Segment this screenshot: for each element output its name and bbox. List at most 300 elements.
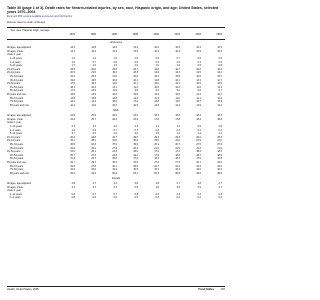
row-label: 85 years and over [10, 171, 30, 175]
table-cell: 3.0 [134, 132, 138, 136]
table-cell: 0.6 [113, 60, 117, 64]
table-cell: 14.2 [133, 96, 138, 100]
table-cell: 10.0 [154, 82, 159, 86]
year-header: 2000 [153, 33, 159, 36]
table-cell: 13.1 [196, 78, 201, 82]
table-cell: 13.8 [154, 100, 159, 104]
table-cell: 16.8 [217, 157, 222, 161]
table-cell: 14.3 [175, 71, 180, 75]
table-cell: 10.5 [196, 49, 201, 53]
table-cell: 1.4 [92, 57, 96, 60]
table-cell: 23.9 [133, 117, 138, 121]
table-subtitle [7, 16, 225, 19]
table-cell: 16.3 [154, 157, 159, 161]
table-cell: 13.8 [154, 103, 159, 107]
table-cell: 16.6 [112, 78, 117, 82]
table-cell: 35.0 [133, 142, 138, 146]
table-cell: 34.6 [133, 160, 138, 164]
table-cell: 18.0 [217, 150, 222, 154]
table-cell: 25.3 [91, 75, 96, 78]
table-cell: 0.6 [218, 57, 222, 60]
table-cell: 0.7 [176, 57, 180, 60]
table-cell: 26.1 [91, 150, 96, 154]
table-cell: 28.6 [133, 164, 138, 168]
table-cell: 1.0 [71, 60, 75, 64]
table-cell: 11.1 [217, 85, 222, 89]
year-header: 2001 [174, 33, 180, 36]
table-cell: 26.1 [154, 142, 159, 146]
row-label: Under 1 year [7, 53, 21, 57]
table-cell: 50.3 [154, 171, 159, 175]
table-title: Table 30 (page 1 of 3). Death rates for firearm-related injuries, by sex, race, Hispanic origin, and age: United States, selected years 1970–2003 [7, 6, 219, 15]
table-cell: 0.8 [218, 124, 222, 128]
table-cell: 29.5 [70, 164, 75, 168]
table-cell: 32.0 [196, 168, 201, 172]
table-cell: 10.3 [217, 46, 222, 50]
row-label: 35–44 years [10, 146, 24, 150]
table-cell: 18.0 [175, 153, 180, 157]
table-cell: 17.8 [175, 117, 180, 121]
table-cell: 16.1 [133, 78, 138, 82]
year-header: 1980 [90, 33, 96, 36]
table-cell: 26.3 [133, 146, 138, 150]
table-cell: 18.6 [133, 150, 138, 154]
table-cell: 0.6 [134, 60, 138, 64]
year-header: 1970 [69, 33, 75, 36]
table-cell: 10.1 [175, 82, 180, 86]
row-label: 1–14 years [10, 57, 22, 60]
table-cell: 37.0 [112, 142, 117, 146]
table-cell: 14.0 [175, 100, 180, 104]
row-label: Under 1 year [7, 121, 21, 125]
table-cell: 16.6 [196, 67, 201, 71]
row-label: 65 years and over [7, 93, 27, 96]
table-cell: 2.9 [197, 185, 201, 189]
table-cell: 0.8 [71, 196, 75, 200]
table-cell: 29.7 [91, 160, 96, 164]
table-cell: 1.5 [113, 57, 117, 60]
table-cell: 0.8 [197, 64, 201, 68]
table-cell: 26.7 [175, 142, 180, 146]
table-cell: 0.3 [197, 60, 201, 64]
table-cell: 10.7 [133, 82, 138, 86]
table-cell: 4.2 [113, 182, 117, 185]
table-cell: 1.9 [113, 64, 117, 68]
table-cell: 15.2 [154, 75, 159, 78]
table-cell: 10.5 [196, 82, 201, 86]
table-cell: 0.2 [197, 196, 201, 200]
footer-publication: Health, United States, 2005 [7, 288, 39, 291]
table-cell: 23.9 [133, 114, 138, 118]
table-cell: 17.0 [70, 89, 75, 93]
table-cell: 15.2 [91, 82, 96, 86]
table-cell: 17.3 [175, 150, 180, 154]
table-cell: 2.7 [176, 182, 180, 185]
table-cell: 25.7 [91, 117, 96, 121]
table-cell: 29.4 [154, 135, 159, 139]
table-cell: 10.6 [175, 85, 180, 89]
table-cell: 19.4 [133, 153, 138, 157]
section-heading: Female [111, 176, 121, 180]
table-cell: 0.3 [197, 192, 201, 196]
table-cell: 21.0 [217, 146, 222, 150]
table-cell: 10.5 [154, 85, 159, 89]
table-cell: 44.7 [112, 135, 117, 139]
table-cell: 2.8 [155, 185, 159, 189]
table-cell: 1.2 [71, 128, 75, 132]
table-cell: 18.3 [133, 71, 138, 75]
row-label: All ages, crude [7, 185, 23, 189]
table-cell: 14.9 [91, 49, 96, 53]
row-label: 75–84 years [10, 100, 24, 104]
row-label: 55–64 years [10, 157, 24, 161]
table-cell: 32.1 [91, 146, 96, 150]
table-cell: 27.0 [217, 142, 222, 146]
table-cell: 12.8 [154, 78, 159, 82]
table-cell: 34.8 [91, 135, 96, 139]
table-cell: 15.3 [112, 103, 117, 107]
table-cell: 2.7 [218, 185, 222, 189]
table-cell: 10.5 [217, 82, 222, 86]
row-label: 15–24 years [7, 67, 21, 71]
table-cell: 10.2 [70, 103, 75, 107]
table-cell: 13.1 [112, 85, 117, 89]
table-cell: 11.1 [196, 96, 201, 100]
row-label: 1–4 years [10, 60, 21, 64]
row-label: All ages, crude [7, 49, 23, 53]
table-cell: 0.4 [176, 192, 180, 196]
table-cell: 26.6 [217, 160, 222, 164]
table-cell: 3.8 [134, 182, 138, 185]
table-cell: 12.4 [217, 93, 222, 96]
table-cell: 14.4 [175, 103, 180, 107]
table-cell: 12.5 [112, 82, 117, 86]
table-cell: 27.5 [196, 142, 201, 146]
table-cell: 0.3 [218, 60, 222, 64]
table-cell: 35.3 [112, 160, 117, 164]
table-cell: 10.3 [175, 46, 180, 50]
table-cell: 13.9 [91, 89, 96, 93]
table-cell: 49.5 [196, 171, 201, 175]
table-cell: 18.7 [196, 153, 201, 157]
table-cell: 1.4 [176, 132, 180, 136]
table-cell: 0.9 [92, 128, 96, 132]
table-cell: 63.1 [133, 171, 138, 175]
row-label: 45–64 years [7, 82, 21, 86]
table-cell: 0.3 [176, 60, 180, 64]
table-cell: 16.4 [91, 85, 96, 89]
table-cell: 1.5 [155, 132, 159, 136]
row-label: 85 years and over [10, 103, 30, 107]
table-cell: 2.7 [218, 182, 222, 185]
table-cell: 36.5 [70, 142, 75, 146]
table-cell: 18.0 [112, 100, 117, 104]
row-label: 1–14 years [10, 192, 22, 196]
table-cell: 22.0 [217, 164, 222, 168]
table-cell: 2.0 [134, 64, 138, 68]
row-label: 5–14 years [10, 64, 22, 68]
table-cell: 2.9 [113, 132, 117, 136]
table-cell: 32.6 [112, 139, 117, 143]
table-cell: 34.1 [70, 139, 75, 143]
table-cell: 24.7 [91, 157, 96, 161]
table-cell: 17.6 [133, 157, 138, 161]
table-cell: 4.7 [92, 182, 96, 185]
table-cell: 14.8 [112, 96, 117, 100]
table-cell: 9.7 [218, 89, 222, 93]
table-cell: 2.8 [155, 182, 159, 185]
table-cell: 2.8 [176, 185, 180, 189]
table-cell: 0.3 [218, 196, 222, 200]
table-row [7, 196, 225, 200]
table-cell: 17.9 [154, 153, 159, 157]
table-cell: 0.3 [155, 60, 159, 64]
subtitle-link[interactable]: Excel and PDF versions available at www.cdc.gov/nchs/hus.htm [7, 16, 73, 18]
table-cell: 0.9 [197, 124, 201, 128]
table-cell: 0.5 [155, 192, 159, 196]
table-cell: 14.0 [154, 71, 159, 75]
table-cell: 19.5 [91, 78, 96, 82]
table-cell: 30.1 [112, 164, 117, 168]
table-cell: 13.7 [196, 100, 201, 104]
table-cell: 0.3 [155, 196, 159, 200]
table-cell: 3.9 [134, 185, 138, 189]
row-label: 45–64 years [7, 150, 21, 154]
table-cell: 10.2 [154, 46, 159, 50]
table-cell: 50.9 [175, 171, 180, 175]
row-label: 1–4 years [10, 128, 21, 132]
table-cell: 26.4 [70, 135, 75, 139]
table-cell: 11.6 [91, 103, 96, 107]
table-cell: 1.6 [71, 57, 75, 60]
row-label: 1–4 years [10, 196, 21, 200]
table-cell: 0.4 [218, 128, 222, 132]
table-cell: 40.5 [133, 168, 138, 172]
year-header: 2003 [216, 33, 222, 36]
section-heading: All persons [109, 41, 123, 44]
table-cell: 13.9 [196, 103, 201, 107]
row-label: All ages, age-adjusted [7, 182, 31, 185]
table-cell: 0.3 [176, 196, 180, 200]
table-cell: 17.6 [70, 82, 75, 86]
table-cell: 14.1 [217, 103, 222, 107]
row-label: 25–44 years [7, 71, 21, 75]
table-cell: 32.7 [154, 168, 159, 172]
table-cell: 27.4 [112, 146, 117, 150]
row-label: 45–54 years [10, 153, 24, 157]
table-cell: 20.9 [70, 71, 75, 75]
table-cell: 0.7 [113, 128, 117, 132]
table-cell: 17.8 [154, 117, 159, 121]
table-cell: 2.7 [71, 132, 75, 136]
table-cell: 18.4 [196, 114, 201, 118]
table-cell: 21.8 [112, 75, 117, 78]
table-cell: 31.0 [70, 168, 75, 172]
table-cell: 30.6 [133, 139, 138, 143]
table-cell: 18.3 [217, 114, 222, 118]
table-cell: 12.5 [175, 93, 180, 96]
table-cell: 14.8 [91, 46, 96, 50]
table-cell: 18.1 [154, 114, 159, 118]
table-cell: 1.0 [176, 64, 180, 68]
table-cell: 2.8 [197, 182, 201, 185]
table-cell: 2.3 [134, 124, 138, 128]
table-cell: 1.0 [176, 124, 180, 128]
table-cell: 0.3 [155, 128, 159, 132]
table-cell: 10.2 [154, 49, 159, 53]
table-cell: 21.0 [154, 146, 159, 150]
table-cell: 23.5 [154, 139, 159, 143]
table-cell: 22.7 [154, 164, 159, 168]
table-cell: 0.8 [155, 57, 159, 60]
table-cell: 11.0 [175, 96, 180, 100]
year-header: 1995 [132, 33, 138, 36]
table-cell: 25.8 [112, 67, 117, 71]
table-cell: 20.6 [91, 67, 96, 71]
table-cell: 1.0 [155, 64, 159, 68]
table-cell: 18.0 [196, 150, 201, 154]
table-cell: 13.8 [91, 96, 96, 100]
row-label: 75–84 years [10, 168, 24, 172]
table-cell: 29.7 [70, 160, 75, 164]
table-cell: 0.4 [197, 128, 201, 132]
table-cell: 27.5 [91, 153, 96, 157]
table-cell: 0.4 [176, 128, 180, 132]
row-label: All ages, age-adjusted [7, 114, 31, 118]
table-cell: 13.1 [175, 78, 180, 82]
year-header: 2002 [195, 33, 201, 36]
table-cell: 16.7 [175, 67, 180, 71]
table-cell: 0.7 [113, 192, 117, 196]
table-cell: 18.3 [196, 117, 201, 121]
table-cell: 0.5 [134, 196, 138, 200]
table-cell: 32.2 [217, 168, 222, 172]
table-cell: 29.4 [175, 135, 180, 139]
table-cell: 12.3 [196, 93, 201, 96]
table-cell: 31.3 [70, 157, 75, 161]
table-cell: 46.5 [133, 135, 138, 139]
table-cell: 16.9 [133, 103, 138, 107]
table-cell: 12.7 [217, 78, 222, 82]
table-cell: 2.2 [113, 124, 117, 128]
table-cell: 17.2 [154, 150, 159, 154]
table-cell: 0.6 [92, 196, 96, 200]
table-cell: 13.5 [133, 49, 138, 53]
table-row [7, 172, 225, 176]
table-cell: 30.7 [70, 153, 75, 157]
footer-section [198, 288, 225, 291]
table-cell: 0.7 [134, 128, 138, 132]
table-cell: 0.6 [197, 57, 201, 60]
table-cell: 15.5 [70, 67, 75, 71]
table-cell: 24.5 [196, 139, 201, 143]
table-cell: 0.8 [134, 192, 138, 196]
table-cell: 22.2 [70, 75, 75, 78]
table-cell: 22.5 [91, 71, 96, 75]
table-cell: 0.8 [218, 64, 222, 68]
table-cell: 9.8 [134, 89, 138, 93]
table-cell: 13.5 [91, 93, 96, 96]
table-cell: 33.4 [175, 168, 180, 172]
row-label: 65–74 years [10, 96, 24, 100]
row-label: 5–14 years [10, 132, 22, 136]
table-cell: 56.2 [112, 171, 117, 175]
table-cell: 9.3 [155, 89, 159, 93]
row-label: All ages, crude [7, 117, 23, 121]
row-label: 15–24 years [7, 135, 21, 139]
table-cell: 16.0 [112, 93, 117, 96]
table-header [7, 27, 225, 40]
table-cell: 14.3 [70, 46, 75, 50]
table-cell: 43.3 [91, 142, 96, 146]
table-cell: 4.3 [113, 185, 117, 189]
page-number: 187 [220, 288, 225, 291]
row-label: 35–44 years [10, 78, 24, 82]
table-cell: 22.4 [196, 164, 201, 168]
table-cell: 26.7 [133, 67, 138, 71]
table-cell: 16.8 [154, 67, 159, 71]
table-cell: 10.4 [196, 46, 201, 50]
table-cell: 11.2 [154, 96, 159, 100]
table-row [7, 104, 225, 108]
row-label: 65–74 years [10, 164, 24, 168]
table-cell: 2.5 [92, 132, 96, 136]
table-cell: 21.5 [175, 146, 180, 150]
table-cell: 14.9 [112, 49, 117, 53]
table-cell: 9.4 [176, 89, 180, 93]
table-cell: 20.8 [112, 157, 117, 161]
table-cell: 42.2 [112, 168, 117, 172]
table-cell: 10.3 [217, 49, 222, 53]
table-cell: 17.6 [133, 100, 138, 104]
row-label: 25–34 years [10, 142, 24, 146]
row-label: 65 years and over [7, 160, 27, 164]
table-cell: 13.8 [70, 93, 75, 96]
table-cell: 1.2 [197, 132, 201, 136]
table-cell: 0.3 [218, 192, 222, 196]
table-cell: 4.8 [71, 182, 75, 185]
row-header-label: Sex, race, Hispanic origin, and age [10, 29, 50, 32]
table-cell: 13.9 [217, 100, 222, 104]
table-cell: 18.9 [217, 153, 222, 157]
table-cell: 31.6 [70, 146, 75, 150]
table-cell: 0.7 [92, 60, 96, 64]
table-cell: 25.9 [91, 114, 96, 118]
table-cell: 24.0 [175, 139, 180, 143]
table-cell: 1.1 [218, 132, 222, 136]
row-label: All ages, age-adjusted [7, 46, 31, 50]
table-cell: 12.4 [154, 93, 159, 96]
table-cell: 19.6 [70, 78, 75, 82]
table-cell: 24.0 [217, 139, 222, 143]
table-cell: 14.2 [217, 71, 222, 75]
section-heading: Male [113, 108, 119, 112]
table-cell: 15.8 [133, 93, 138, 96]
table-cell: 0.7 [92, 192, 96, 196]
row-label: 45–54 years [10, 85, 24, 89]
table-cell: 24.8 [70, 114, 75, 118]
table-cell: 14.5 [196, 71, 201, 75]
table-cell: 27.3 [175, 160, 180, 164]
table-cell: 26.7 [196, 160, 201, 164]
row-label: 25–34 years [10, 75, 24, 78]
row-label: Under 1 year [7, 189, 21, 193]
table-cell: 16.2 [217, 67, 222, 71]
table-cell: 0.5 [113, 196, 117, 200]
table-cell: 0.8 [71, 192, 75, 196]
table-cell: 16.0 [196, 75, 201, 78]
table-cell: 2.0 [92, 124, 96, 128]
